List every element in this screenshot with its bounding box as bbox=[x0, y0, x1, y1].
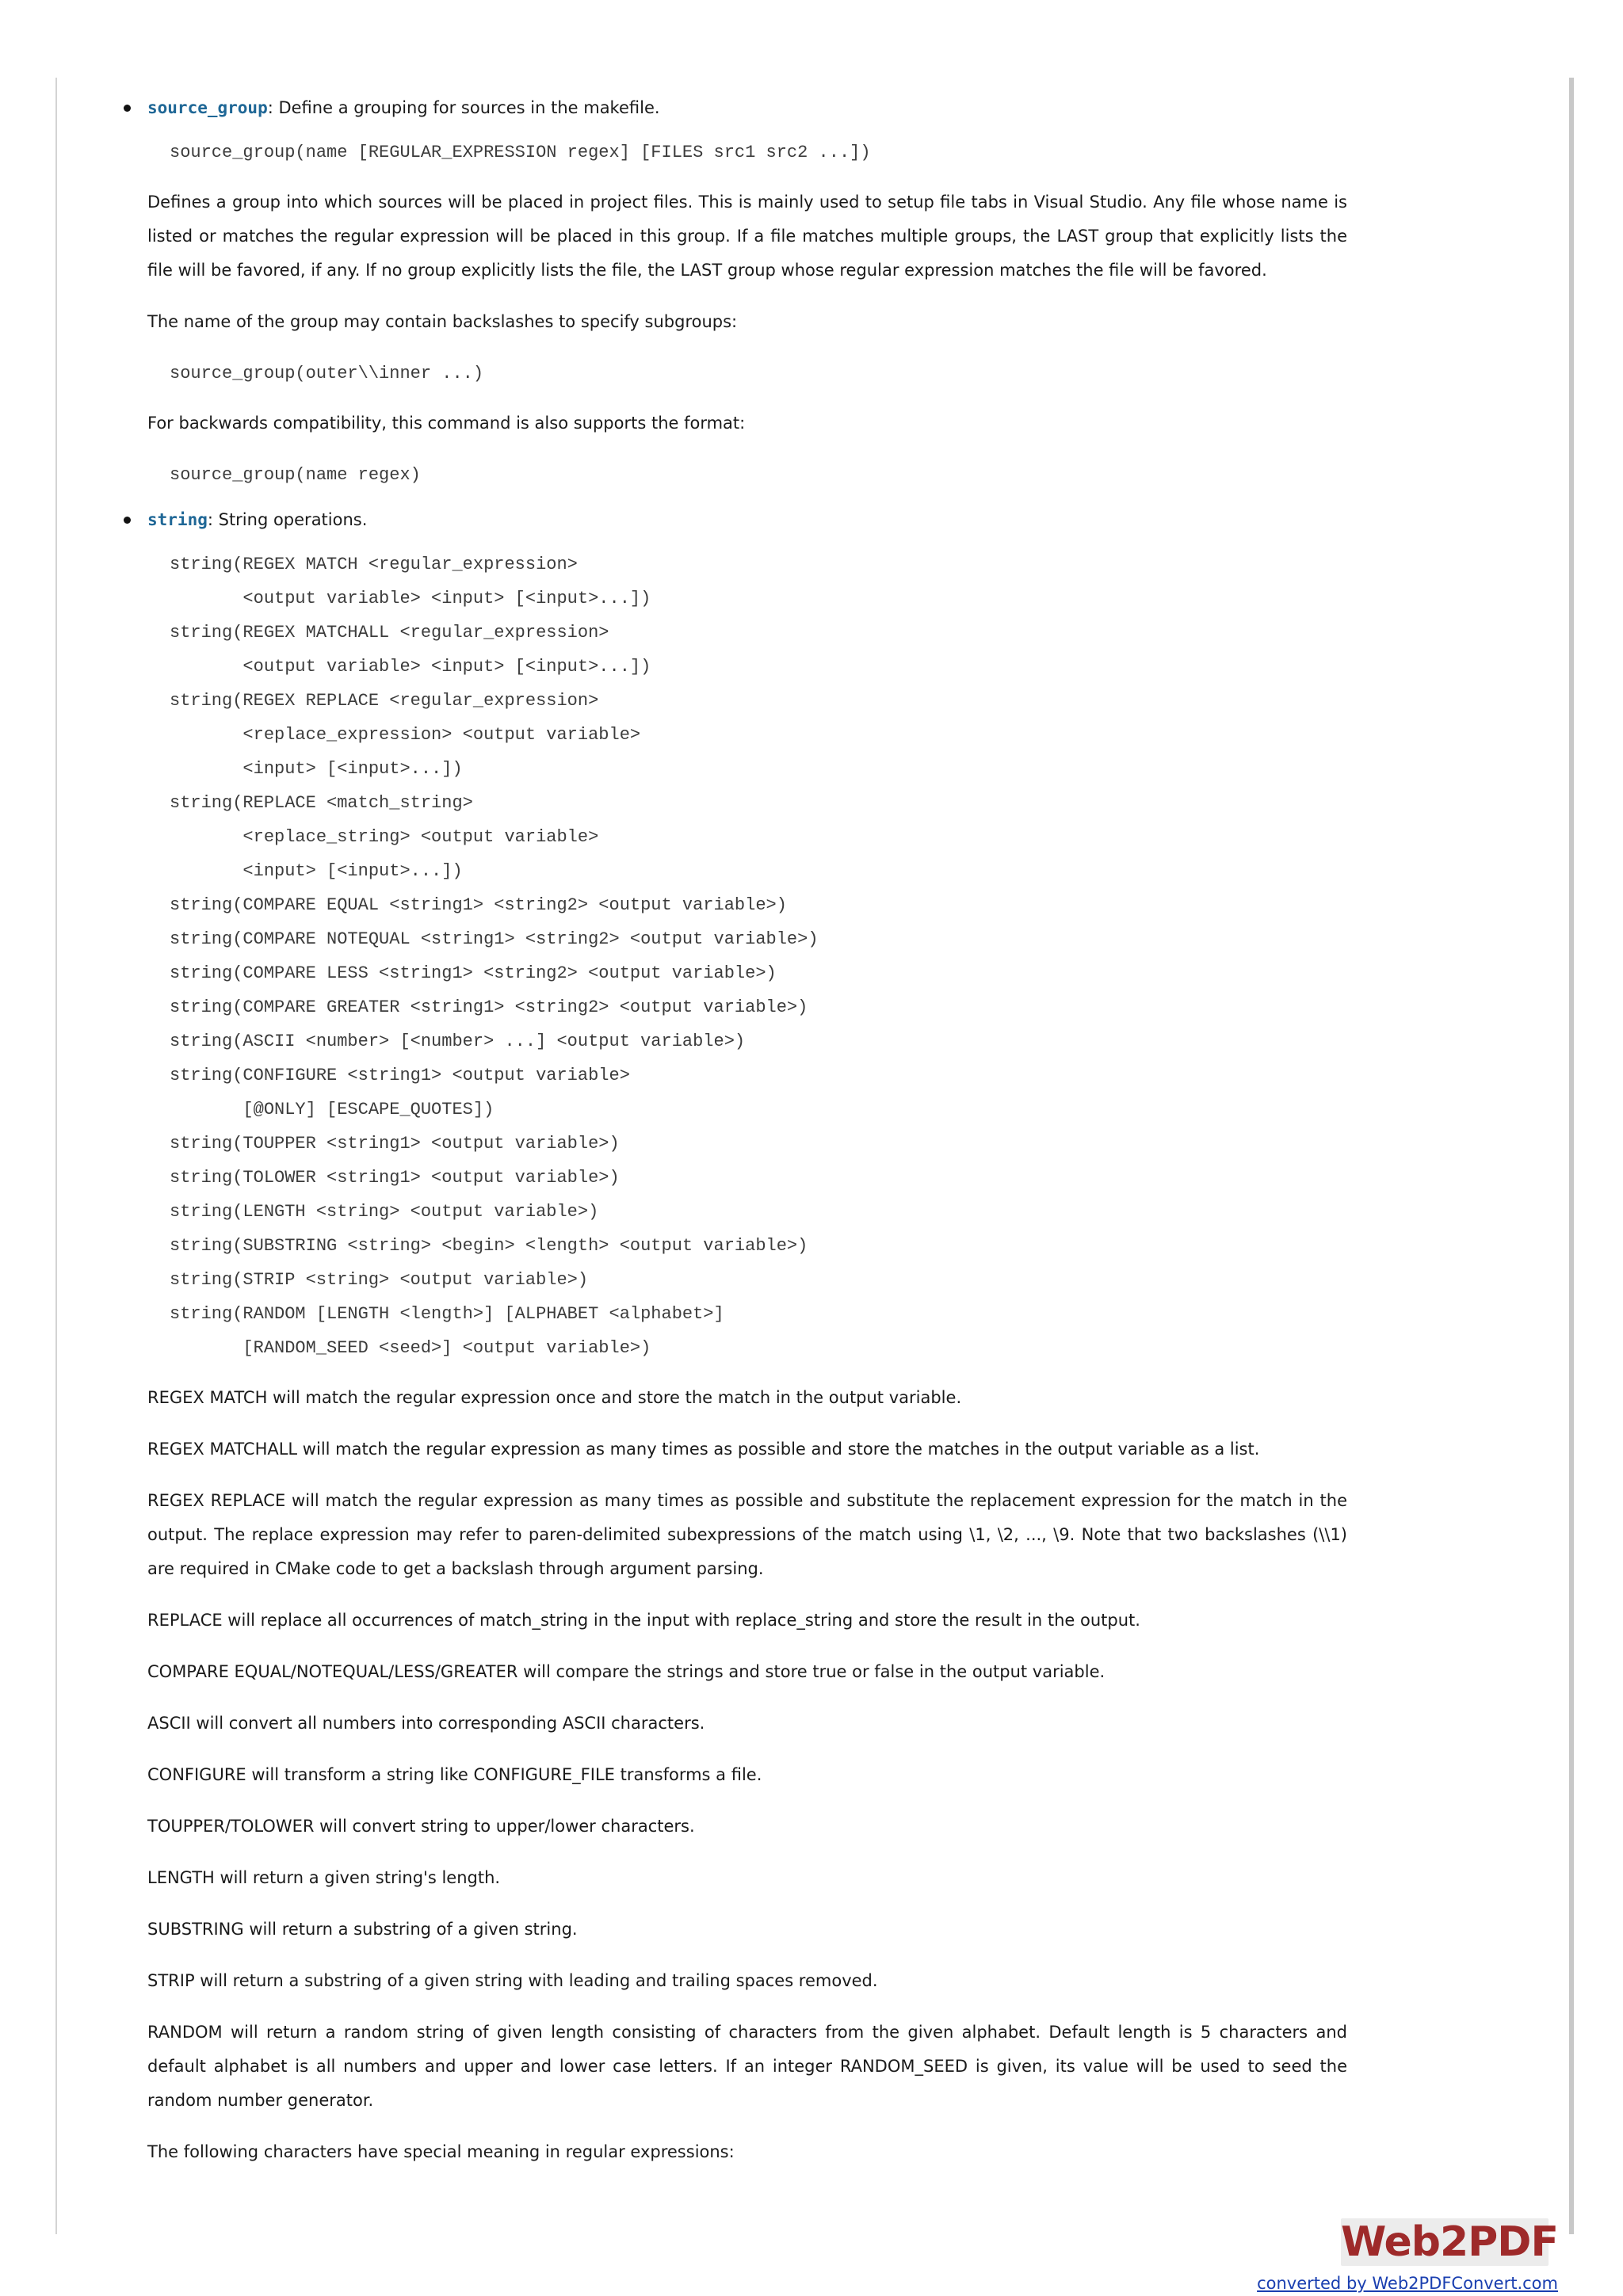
string-paragraph: REGEX REPLACE will match the regular expression as many times as possible and substitute the replacement expression for the match in the output. The replace expression may refer to paren-delimited subexpressions of the match using \1, \2, ..., \9. Note that two backslashes (\\1) are required in CMake code to get a backslash through argument parsing. bbox=[147, 1491, 1347, 1578]
code-line: [@ONLY] [ESCAPE_QUOTES]) bbox=[170, 1100, 495, 1119]
code-line: string(ASCII <number> [<number> ...] <output variable>) bbox=[170, 1032, 746, 1051]
code-line: <replace_string> <output variable> bbox=[170, 827, 599, 847]
code-line: string(COMPARE EQUAL <string1> <string2> <output variable>) bbox=[170, 895, 787, 915]
string-paragraph: REGEX MATCHALL will match the regular expression as many times as possible and store the matches in the output variable as a list. bbox=[147, 1440, 1260, 1459]
code-line: string(REGEX MATCH <regular_expression> bbox=[170, 555, 578, 574]
code-line: string(TOLOWER <string1> <output variable>) bbox=[170, 1168, 620, 1188]
code-line: <input> [<input>...]) bbox=[170, 861, 463, 881]
string-paragraph: RANDOM will return a random string of given length consisting of characters from the given alphabet. Default length is 5 characters and default alphabet is all numbers and upper and lower case letters. If an integer RANDOM_SEED is given, its value will be used to seed the random number generator. bbox=[147, 2023, 1347, 2110]
code-line: string(REGEX MATCHALL <regular_expression> bbox=[170, 623, 609, 643]
source-group-summary: : Define a grouping for sources in the makefile. bbox=[267, 98, 660, 117]
code-line: string(RANDOM [LENGTH <length>] [ALPHABET <alphabet>] bbox=[170, 1304, 724, 1324]
source-group-signature-code: source_group(name [REGULAR_EXPRESSION regex] [FILES src1 src2 ...]) bbox=[170, 143, 871, 162]
source-group-compat-example: source_group(name regex) bbox=[170, 465, 421, 485]
code-line: <output variable> <input> [<input>...]) bbox=[170, 657, 651, 677]
web2pdf-link[interactable]: converted by Web2PDFConvert.com bbox=[1257, 2274, 1558, 2293]
string-paragraph: SUBSTRING will return a substring of a given string. bbox=[147, 1920, 578, 1939]
string-paragraph: COMPARE EQUAL/NOTEQUAL/LESS/GREATER will compare the strings and store true or false in the output variable. bbox=[147, 1662, 1106, 1681]
code-line: [RANDOM_SEED <seed>] <output variable>) bbox=[170, 1338, 651, 1358]
code-line: string(REGEX REPLACE <regular_expression> bbox=[170, 691, 599, 711]
code-line: string(COMPARE LESS <string1> <string2> <output variable>) bbox=[170, 963, 777, 983]
string-entry bbox=[147, 508, 1347, 532]
code-line: <input> [<input>...]) bbox=[170, 759, 463, 779]
document-content bbox=[147, 96, 1347, 2187]
string-summary: : String operations. bbox=[207, 510, 368, 529]
source-group-command-name: source_group bbox=[147, 98, 268, 117]
code-line: string(REPLACE <match_string> bbox=[170, 793, 473, 813]
bullet-icon bbox=[124, 105, 131, 112]
code-line: string(SUBSTRING <string> <begin> <length> <output variable>) bbox=[170, 1236, 808, 1256]
source-group-subgroup-note: The name of the group may contain backslashes to specify subgroups: bbox=[147, 312, 738, 331]
code-line: string(COMPARE GREATER <string1> <string2> <output variable>) bbox=[170, 997, 808, 1017]
code-line: <output variable> <input> [<input>...]) bbox=[170, 589, 651, 608]
code-line: string(LENGTH <string> <output variable>) bbox=[170, 1202, 599, 1222]
string-signatures-code bbox=[170, 547, 1347, 1365]
code-line: string(CONFIGURE <string1> <output variable> bbox=[170, 1066, 630, 1085]
code-line: <replace_expression> <output variable> bbox=[170, 725, 641, 745]
source-group-subgroup-example: source_group(outer\\inner ...) bbox=[170, 364, 484, 383]
source-group-compat-note: For backwards compatibility, this command is also supports the format: bbox=[147, 414, 746, 433]
bullet-icon bbox=[124, 517, 131, 524]
string-paragraph: ASCII will convert all numbers into corresponding ASCII characters. bbox=[147, 1714, 705, 1733]
code-line: string(STRIP <string> <output variable>) bbox=[170, 1270, 589, 1290]
string-paragraph: LENGTH will return a given string's length. bbox=[147, 1868, 501, 1887]
web2pdf-logo: Web2PDF bbox=[1341, 2218, 1558, 2266]
string-paragraph: TOUPPER/TOLOWER will convert string to upper/lower characters. bbox=[147, 1817, 695, 1836]
code-line: string(TOUPPER <string1> <output variable>) bbox=[170, 1134, 620, 1154]
web2pdf-watermark bbox=[1257, 2218, 1563, 2296]
string-paragraph: STRIP will return a substring of a given string with leading and trailing spaces removed. bbox=[147, 1971, 878, 1990]
string-command-name: string bbox=[147, 510, 208, 529]
string-paragraph: The following characters have special meaning in regular expressions: bbox=[147, 2142, 735, 2161]
string-paragraph: REPLACE will replace all occurrences of match_string in the input with replace_string and store the result in the output. bbox=[147, 1611, 1140, 1630]
code-line: string(COMPARE NOTEQUAL <string1> <string2> <output variable>) bbox=[170, 929, 819, 949]
string-paragraph: REGEX MATCH will match the regular expression once and store the match in the output variable. bbox=[147, 1388, 962, 1407]
source-group-description: Defines a group into which sources will be placed in project files. This is mainly used to setup file tabs in Visual Studio. Any file whose name is listed or matches the regular expression will be placed in this group. If a file matches multiple groups, the LAST group that explicitly lists the file will be favored, if any. If no group explicitly lists the file, the LAST group whose regular expression matches the file will be favored. bbox=[147, 193, 1347, 280]
source-group-entry bbox=[147, 96, 1347, 120]
string-paragraph: CONFIGURE will transform a string like CONFIGURE_FILE transforms a file. bbox=[147, 1765, 762, 1784]
